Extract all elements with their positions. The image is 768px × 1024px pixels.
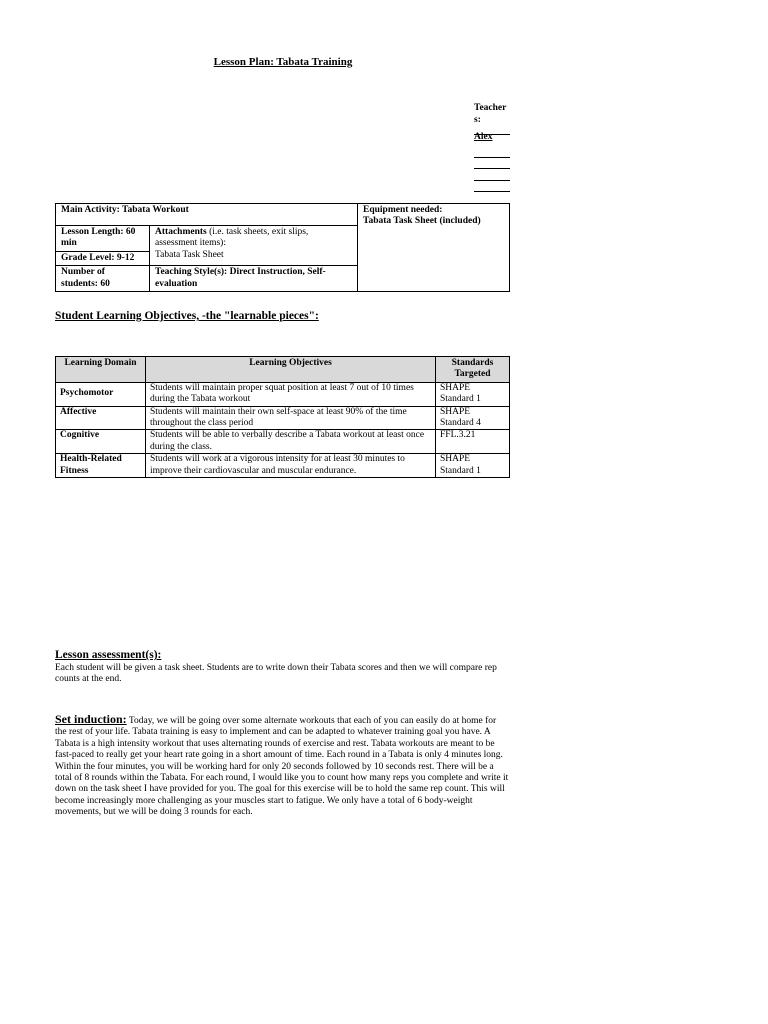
objective-cell: Students will maintain their own self-space at least 90% of the time throughout the class period bbox=[146, 406, 436, 430]
set-induction-label: Set induction: bbox=[55, 712, 127, 726]
attachments-label: Attachments bbox=[155, 227, 207, 237]
teacher-line bbox=[474, 134, 510, 135]
domain-cell: Health-Related Fitness bbox=[56, 454, 146, 478]
header-learning-domain: Learning Domain bbox=[56, 357, 146, 383]
objective-cell: Students will be able to verbally describe a Tabata workout at least once during the class. bbox=[146, 430, 436, 454]
equipment-value: Tabata Task Sheet (included) bbox=[363, 216, 481, 227]
set-induction-paragraph bbox=[55, 712, 510, 819]
table-row bbox=[56, 382, 510, 406]
teacher-line bbox=[474, 180, 510, 181]
teaching-style-cell: Teaching Style(s): Direct Instruction, Self-evaluation bbox=[150, 266, 358, 292]
attachments-value: Tabata Task Sheet bbox=[155, 249, 224, 260]
main-activity-cell: Main Activity: Tabata Workout bbox=[56, 204, 358, 226]
table-row bbox=[56, 406, 510, 430]
teachers-block bbox=[474, 102, 514, 143]
grade-level-cell: Grade Level: 9-12 bbox=[56, 251, 150, 265]
attachments-cell bbox=[150, 226, 358, 266]
teacher-line bbox=[474, 168, 510, 169]
number-students-cell: Number of students: 60 bbox=[56, 266, 150, 292]
teacher-line bbox=[474, 191, 510, 192]
standard-cell: SHAPE Standard 4 bbox=[436, 406, 510, 430]
header-standards-targeted: Standards Targeted bbox=[436, 357, 510, 383]
domain-cell: Affective bbox=[56, 406, 146, 430]
teachers-label: Teacher s: bbox=[474, 103, 507, 125]
domain-cell: Psychomotor bbox=[56, 382, 146, 406]
standard-cell: FFL.3.21 bbox=[436, 430, 510, 454]
teacher-name: Alex bbox=[474, 132, 493, 142]
lesson-info-table bbox=[55, 203, 510, 292]
equipment-label: Equipment needed: bbox=[363, 205, 443, 215]
domain-cell: Cognitive bbox=[56, 430, 146, 454]
objectives-table bbox=[55, 356, 510, 478]
table-row bbox=[56, 454, 510, 478]
header-learning-objectives: Learning Objectives bbox=[146, 357, 436, 383]
equipment-cell bbox=[358, 204, 510, 292]
assessment-text: Each student will be given a task sheet. Students are to write down their Tabata scores and then we will compare rep counts at the end. bbox=[55, 663, 497, 685]
objective-cell: Students will maintain proper squat position at least 7 out of 10 times during the Tabata workout bbox=[146, 382, 436, 406]
teacher-line bbox=[474, 157, 510, 158]
assessment-heading: Lesson assessment(s): bbox=[55, 649, 162, 661]
attachments-note: (i.e. task sheets, exit slips, assessment items): bbox=[155, 227, 309, 249]
lesson-length-cell: Lesson Length: 60 min bbox=[56, 226, 150, 252]
standard-cell: SHAPE Standard 1 bbox=[436, 382, 510, 406]
objectives-heading: Student Learning Objectives, -the "learnable pieces": bbox=[55, 310, 319, 322]
standard-cell: SHAPE Standard 1 bbox=[436, 454, 510, 478]
set-induction-text: Today, we will be going over some alternate workouts that each of you can easily do at home for the rest of your life. Tabata training is easy to implement and can be adapted to whatever training goal you have. A Tabata is a high intensity workout that uses alternating rounds of exercise and rest. Tabata workouts are meant to be fast-paced to really get your heart rate going in a short amount of time. Each round in a Tabata is only 4 minutes long. Within the four minutes, you will be working hard for only 20 seconds followed by 10 seconds rest. There will be a total of 8 rounds within the Tabata. For each round, I would like you to count how many reps you complete and write it down on the task sheet I have provided for you. The goal for this exercise will be to hold the same rep count. This will become increasingly more challenging as your muscles start to fatigue. We only have a total of 6 body-weight movements, but we will be doing 3 rounds for each. bbox=[55, 716, 509, 818]
table-row bbox=[56, 430, 510, 454]
document-title: Lesson Plan: Tabata Training bbox=[213, 56, 353, 68]
objective-cell: Students will work at a vigorous intensity for at least 30 minutes to improve their cardiovascular and muscular endurance. bbox=[146, 454, 436, 478]
